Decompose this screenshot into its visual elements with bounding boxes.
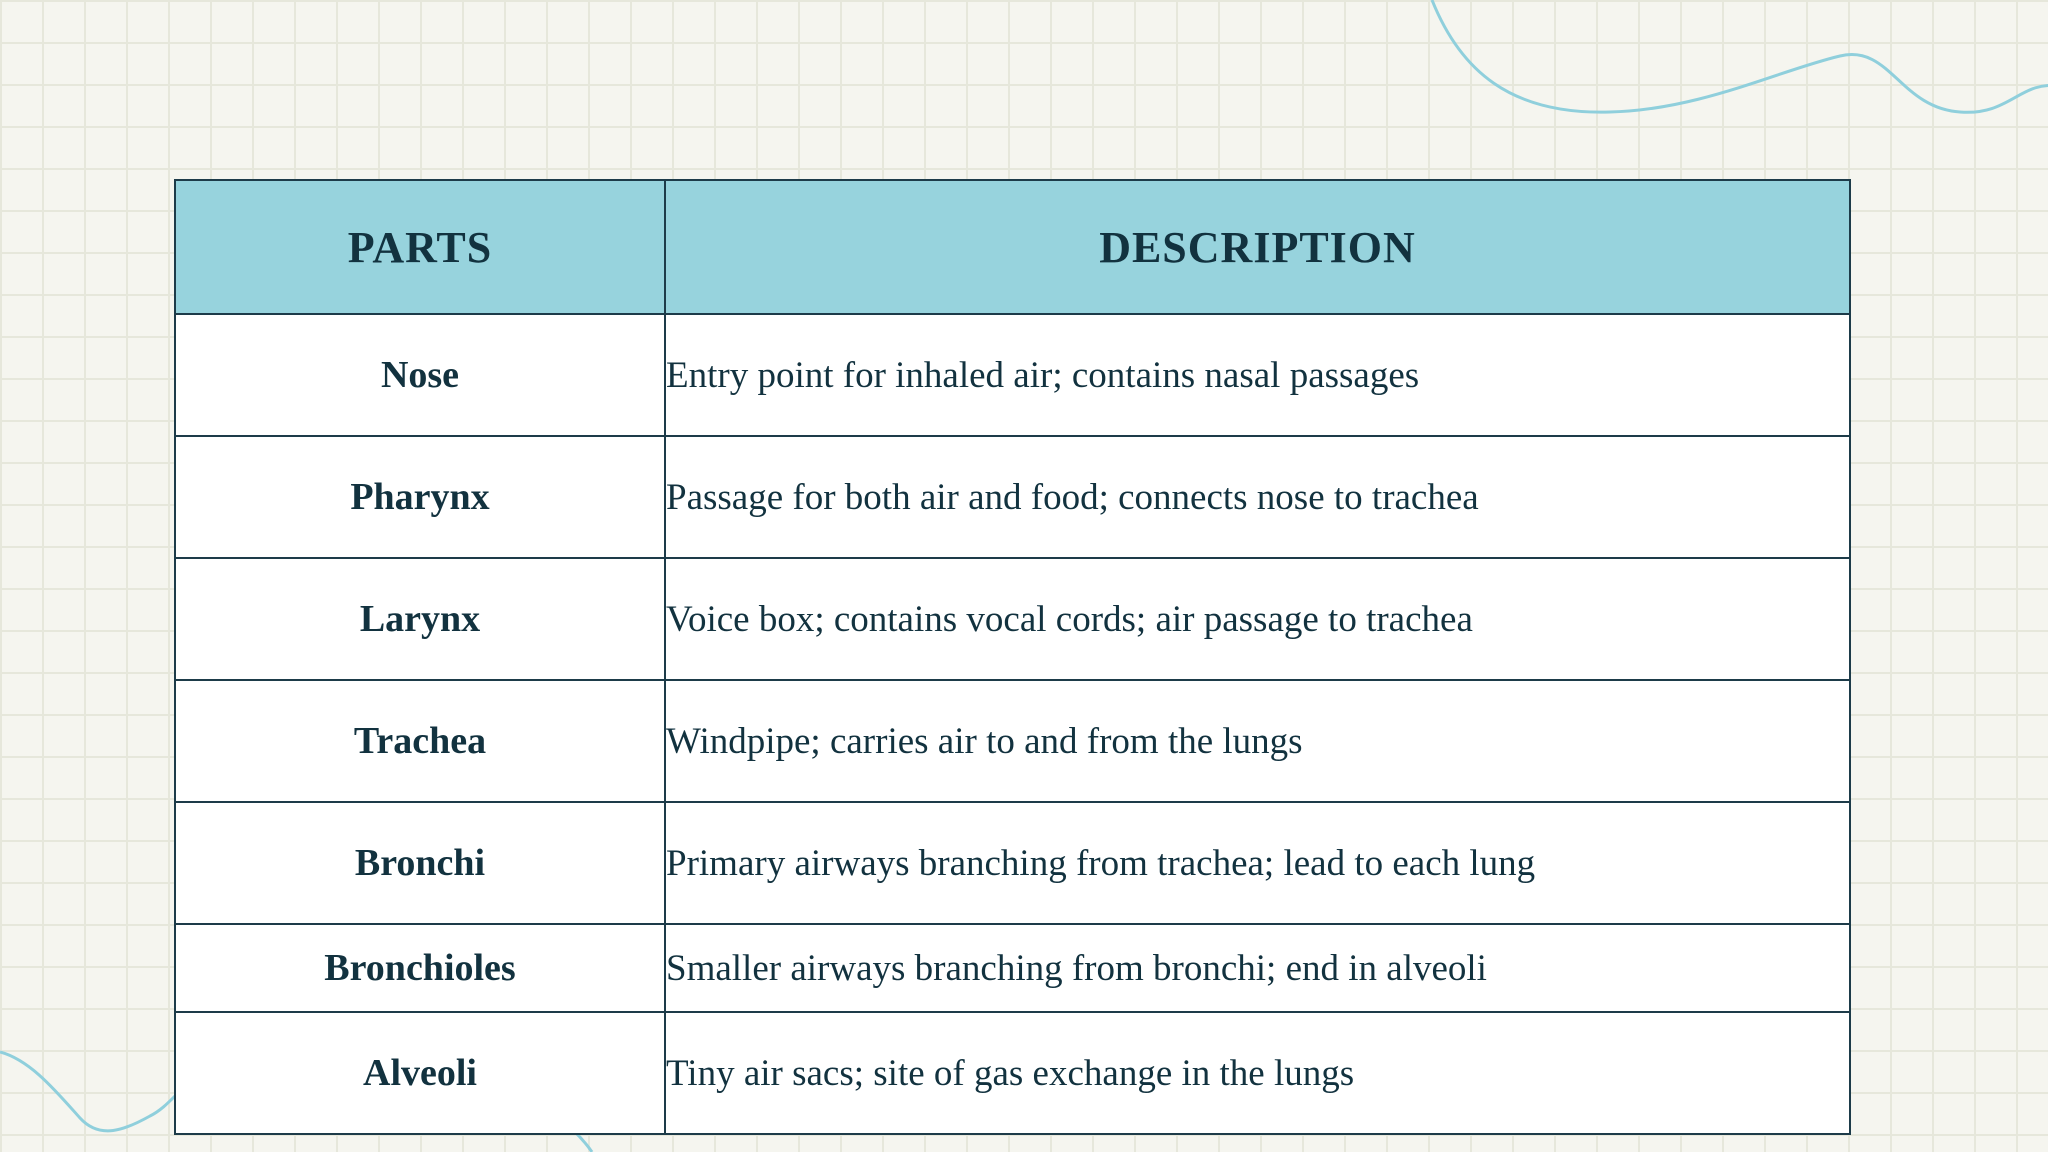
part-description: Smaller airways branching from bronchi; end in alveoli [665,924,1850,1012]
table-row [175,680,1850,802]
part-name: Bronchioles [175,924,665,1012]
part-name: Nose [175,314,665,436]
part-description: Primary airways branching from trachea; lead to each lung [665,802,1850,924]
part-name: Larynx [175,558,665,680]
header-parts: PARTS [175,180,665,314]
table-header-row [175,180,1850,314]
part-name: Pharynx [175,436,665,558]
table-row [175,802,1850,924]
table-row [175,924,1850,1012]
part-name: Bronchi [175,802,665,924]
part-description: Tiny air sacs; site of gas exchange in the lungs [665,1012,1850,1134]
part-name: Trachea [175,680,665,802]
table-row [175,436,1850,558]
part-description: Voice box; contains vocal cords; air passage to trachea [665,558,1850,680]
part-name: Alveoli [175,1012,665,1134]
decorative-wave-top [1400,0,2048,200]
respiratory-parts-table-container [174,179,1851,1135]
table-row [175,314,1850,436]
table-row [175,558,1850,680]
respiratory-parts-table [174,179,1851,1135]
part-description: Windpipe; carries air to and from the lungs [665,680,1850,802]
part-description: Entry point for inhaled air; contains nasal passages [665,314,1850,436]
table-row [175,1012,1850,1134]
header-description: DESCRIPTION [665,180,1850,314]
part-description: Passage for both air and food; connects nose to trachea [665,436,1850,558]
